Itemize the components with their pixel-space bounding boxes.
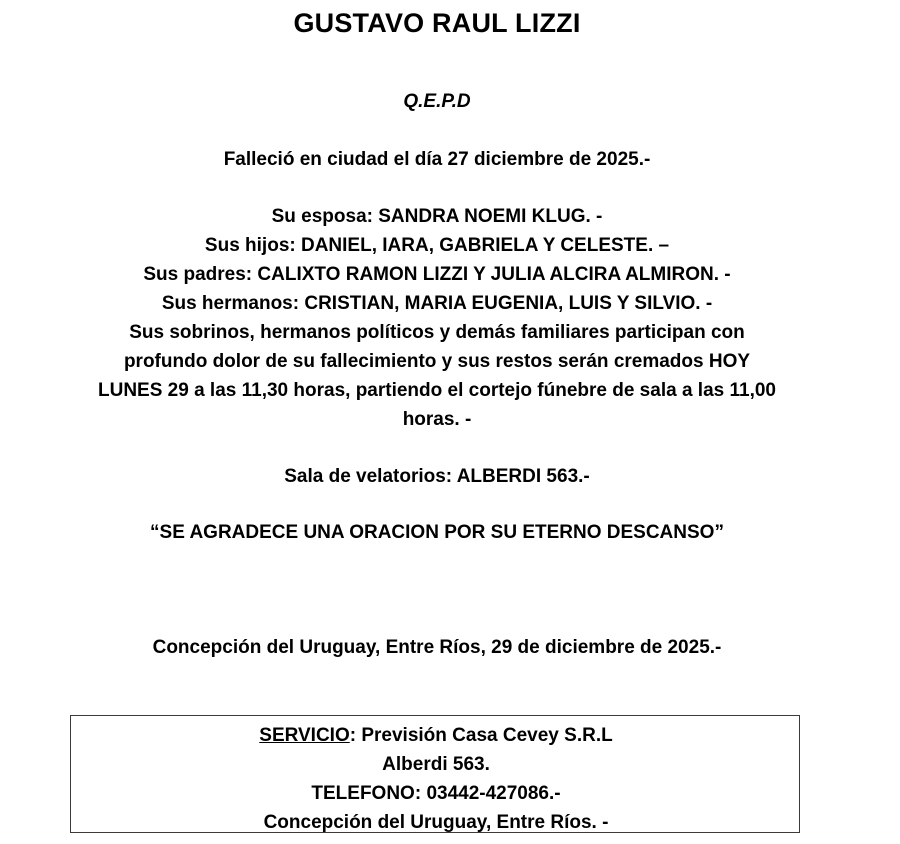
- children-line: Sus hijos: DANIEL, IARA, GABRIELA Y CELESTE. –: [204, 235, 670, 256]
- prayer-request: “SE AGRADECE UNA ORACION POR SU ETERNO DESCANSO”: [150, 522, 724, 543]
- service-phone: TELEFONO: 03442-427086.-: [311, 783, 561, 804]
- wife-line: Su esposa: SANDRA NOEMI KLUG. -: [271, 206, 603, 227]
- funeral-service-box: [70, 715, 800, 833]
- parents-line: Sus padres: CALIXTO RAMON LIZZI Y JULIA ALCIRA ALMIRON. -: [143, 264, 731, 285]
- service-provider-line: [71, 722, 801, 750]
- service-company: Previsión Casa Cevey S.R.L: [361, 725, 613, 746]
- service-separator: :: [349, 725, 362, 746]
- wake-room-line: Sala de velatorios: ALBERDI 563.-: [284, 466, 590, 487]
- announcement-paragraph: Sus sobrinos, hermanos políticos y demás familiares participan con profundo dolor de su fallecimiento y sus restos serán cremados HOY LUNES 29 a las 11,30 horas, partiendo el cortejo fúnebre de sala a las 11,00 horas. -: [98, 322, 776, 430]
- siblings-line: Sus hermanos: CRISTIAN, MARIA EUGENIA, LUIS Y SILVIO. -: [161, 293, 713, 314]
- death-date-line: Falleció en ciudad el día 27 diciembre de 2025.-: [223, 149, 651, 170]
- place-date-line: Concepción del Uruguay, Entre Ríos, 29 de diciembre de 2025.-: [152, 637, 722, 658]
- service-address: Alberdi 563.: [382, 754, 490, 775]
- service-label: SERVICIO: [259, 725, 350, 746]
- qepd-label: Q.E.P.D: [403, 91, 471, 112]
- deceased-name: GUSTAVO RAUL LIZZI: [293, 8, 581, 38]
- service-city: Concepción del Uruguay, Entre Ríos. -: [263, 812, 609, 833]
